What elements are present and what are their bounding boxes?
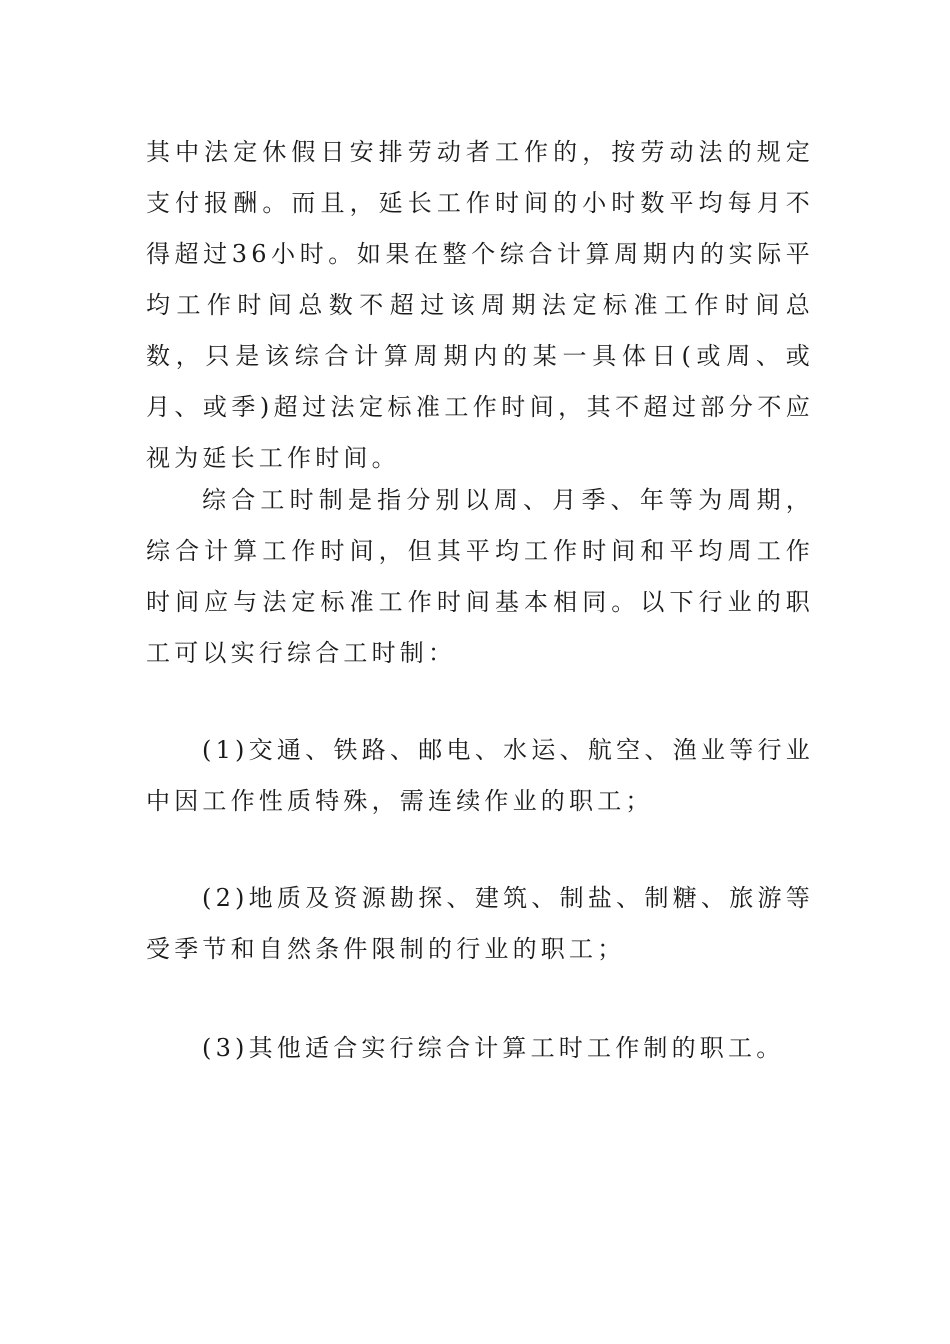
paragraph-overtime-rules: 其中法定休假日安排劳动者工作的，按劳动法的规定支付报酬。而且，延长工作时间的小时数平均每月不得超过36小时。如果在整个综合计算周期内的实际平均工作时间总数不超过该周期法定标准工作时间总数，只是该综合计算周期内的某一具体日(或周、或月、或季)超过法定标准工作时间，其不超过部分不应视为延长工作时间。 bbox=[146, 138, 814, 472]
list-item-seasonal-industries: (2)地质及资源勘探、建筑、制盐、制糖、旅游等受季节和自然条件限制的行业的职工； bbox=[146, 884, 814, 963]
list-item-other-employees: (3)其他适合实行综合计算工时工作制的职工。 bbox=[202, 1034, 785, 1062]
paragraph-comprehensive-hours-definition: 综合工时制是指分别以周、月季、年等为周期，综合计算工作时间，但其平均工作时间和平均周工作时间应与法定标准工作时间基本相同。以下行业的职工可以实行综合工时制： bbox=[146, 486, 814, 667]
list-item-transport-industries: (1)交通、铁路、邮电、水运、航空、渔业等行业中因工作性质特殊，需连续作业的职工； bbox=[146, 736, 814, 815]
